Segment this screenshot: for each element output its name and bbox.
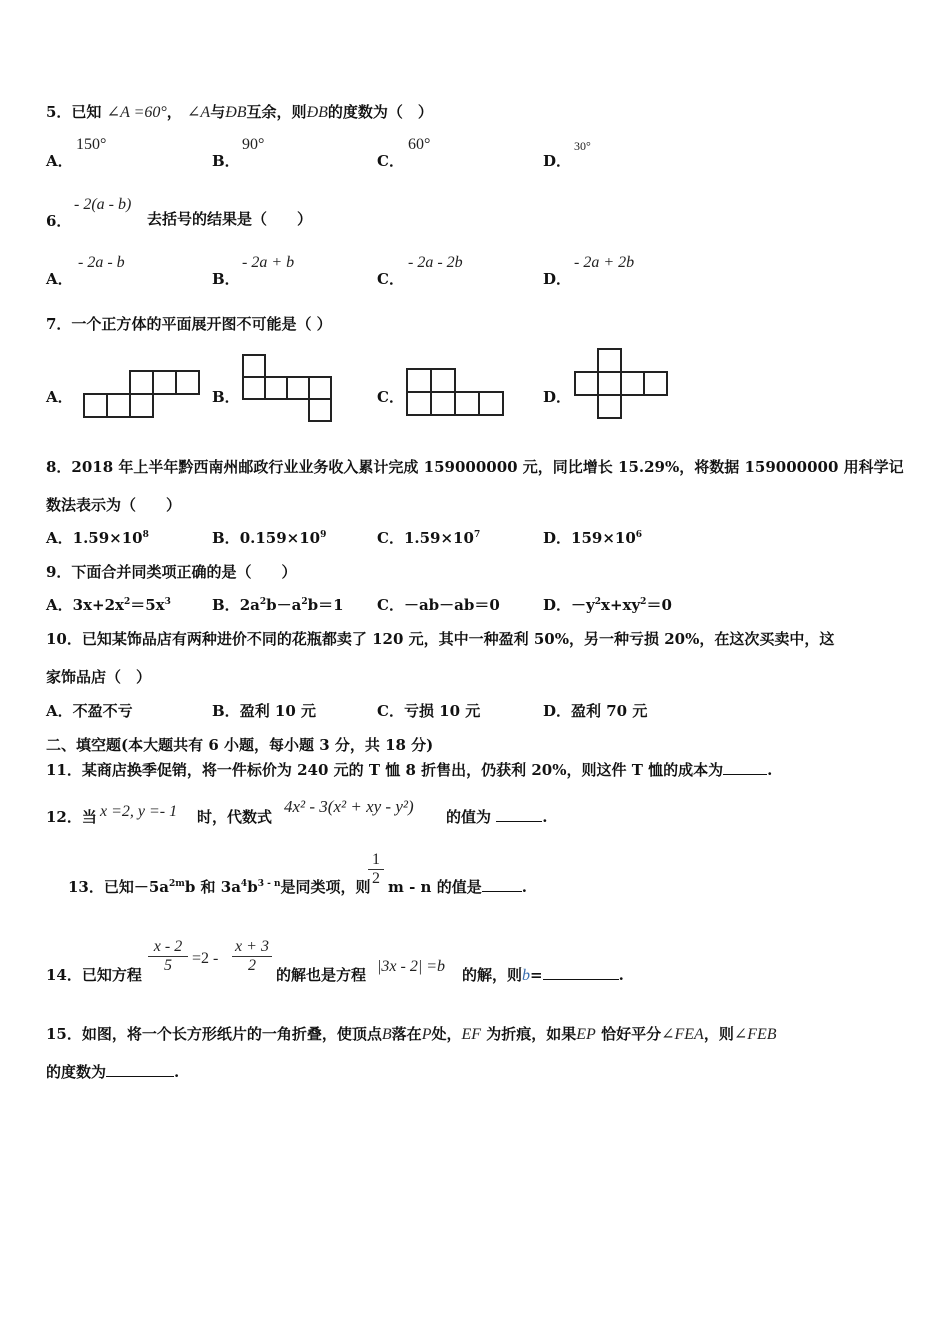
q10-option-a-value: 不盈不亏 xyxy=(72,702,133,720)
q9-d-part3: ＝0 xyxy=(646,596,672,614)
q5-option-c-value: 60° xyxy=(408,136,431,153)
q9-option-d xyxy=(543,594,672,615)
q14-frac2-numerator: x + 3 xyxy=(235,938,269,955)
q15-p4: 为折痕，如果 xyxy=(486,1025,577,1043)
q9-stem: 9．下面合并同类项正确的是（ ） xyxy=(46,563,297,581)
q5-option-d-value: 30° xyxy=(574,139,591,153)
q11-stem xyxy=(46,759,772,780)
q10-option-b-label: B． xyxy=(212,702,240,720)
q9-a-part2: ＝5x xyxy=(130,596,165,614)
q15-end: . xyxy=(174,1063,180,1081)
q10-option-d-label: D． xyxy=(543,702,572,720)
q14-abs-equation: |3x - 2| =b xyxy=(377,958,446,975)
q7-option-a-label: A． xyxy=(46,388,73,406)
q9-option-a xyxy=(46,594,171,615)
q6-option-a-value: - 2a - b xyxy=(78,254,125,271)
q8-option-c-exp: 7 xyxy=(473,530,481,540)
q9-b-part3: b＝1 xyxy=(307,596,344,614)
q13-fraction xyxy=(368,851,384,888)
q9-b-part2: b－a xyxy=(266,596,302,614)
q14-fraction-2 xyxy=(232,938,272,975)
q9-option-d-label: D． xyxy=(543,596,572,614)
cube-net-a-figure xyxy=(82,368,204,420)
q8-option-a-base: 1.59×10 xyxy=(72,529,143,547)
q14-frac1-numerator: x - 2 xyxy=(153,938,183,955)
q9-option-b-label: B． xyxy=(212,596,240,614)
q8-option-c-base: 1.59×10 xyxy=(403,529,474,547)
q15-p2: 落在 xyxy=(391,1025,422,1043)
q15-p3: 处， xyxy=(431,1025,462,1043)
q5-complement: 互余，则 xyxy=(246,103,307,121)
q12-suffix: 的值为 xyxy=(446,808,492,826)
q10-option-d-value: 盈利 70 元 xyxy=(571,702,648,720)
q13-suffix: 的值是 xyxy=(436,878,482,896)
q12-prefix: 12．当 xyxy=(46,808,97,826)
q9-b-sup2: 2 xyxy=(301,597,308,607)
q6-option-d-label: D． xyxy=(543,270,572,288)
q14-frac1-denominator: 5 xyxy=(148,956,188,975)
q9-b-part1: 2a xyxy=(239,596,260,614)
q12-tail xyxy=(446,806,547,827)
cube-net-d-figure xyxy=(572,347,670,421)
q13-sup1: 2m xyxy=(169,879,185,889)
q13-mid1: b 和 3a xyxy=(184,878,241,896)
q6-suffix: 去括号的结果是（ ） xyxy=(147,210,313,228)
q5-option-b-value: 90° xyxy=(242,136,265,153)
q13-frac-numerator: 1 xyxy=(372,851,380,868)
q15-math-angle-fea: ∠FEA xyxy=(661,1026,704,1043)
q13-stem-part2 xyxy=(388,876,527,897)
q9-a-sup1: 2 xyxy=(123,597,131,607)
q10-stem-line1: 10．已知某饰品店有两种进价不同的花瓶都卖了 120 元，其中一种盈利 50%，另一种亏损 20%，在这次买卖中，这 xyxy=(46,630,835,648)
q8-option-d-exp: 6 xyxy=(635,530,643,540)
q10-option-d xyxy=(543,700,647,721)
q8-option-d-base: 159×10 xyxy=(571,529,636,547)
q8-option-c xyxy=(377,527,480,548)
q15-math-p: P xyxy=(421,1026,432,1043)
q6-option-c-label: C． xyxy=(377,270,404,288)
q9-d-part1: －y xyxy=(571,596,595,614)
q9-a-part1: 3x+2x xyxy=(72,596,124,614)
q5-comma: ， xyxy=(166,103,182,121)
q14-var-b: b xyxy=(522,967,531,984)
q14-answer-blank[interactable] xyxy=(543,965,619,980)
q8-option-d xyxy=(543,527,642,548)
q8-option-b-base: 0.159×10 xyxy=(239,529,321,547)
q8-option-b-label: B． xyxy=(212,529,240,547)
q14-prefix: 14．已知方程 xyxy=(46,966,142,984)
q15-answer-blank[interactable] xyxy=(106,1062,174,1077)
q5-option-c-label: C． xyxy=(377,152,404,170)
q6-option-d-value: - 2a + 2b xyxy=(574,254,635,271)
q5-math-angle-b-2: ÐB xyxy=(306,104,328,121)
q8-option-a-exp: 8 xyxy=(142,530,149,540)
q15-line2: 的度数为 xyxy=(46,1063,107,1081)
q11-answer-blank[interactable] xyxy=(723,760,767,775)
question-5-stem xyxy=(46,101,433,122)
q13-frac-denominator: 2 xyxy=(368,869,384,888)
q8-option-b xyxy=(212,527,326,548)
q13-answer-blank[interactable] xyxy=(482,877,522,892)
q13-prefix: 13．已知－5a xyxy=(68,878,170,896)
q5-option-d-label: D． xyxy=(543,152,572,170)
cube-net-c-figure xyxy=(404,366,506,418)
q5-option-a-label: A． xyxy=(46,152,73,170)
q15-math-ef: EF xyxy=(461,1026,482,1043)
q8-option-b-exp: 9 xyxy=(320,530,327,540)
q9-option-a-label: A． xyxy=(46,596,73,614)
q9-option-c-label: C． xyxy=(377,596,404,614)
q10-option-a xyxy=(46,700,133,721)
q12-answer-blank[interactable] xyxy=(496,807,542,822)
q15-math-b: B xyxy=(381,1026,392,1043)
q15-p6: ，则 xyxy=(703,1025,734,1043)
cube-net-b-figure xyxy=(238,352,334,422)
q15-stem-line2 xyxy=(46,1061,179,1082)
q14-end: . xyxy=(618,966,624,984)
q10-option-c xyxy=(377,700,480,721)
q6-option-b-value: - 2a + b xyxy=(242,254,295,271)
q9-c-part1: －ab－ab＝0 xyxy=(403,596,500,614)
q14-eq-middle: =2 - xyxy=(192,950,219,967)
q15-p1: 15．如图，将一个长方形纸片的一角折叠，使顶点 xyxy=(46,1025,382,1043)
q9-option-b xyxy=(212,594,344,615)
q8-stem-line1: 8．2018 年上半年黔西南州邮政行业业务收入累计完成 159000000 元，同比增长 15.29%，将数据 159000000 用科学记 xyxy=(46,458,904,476)
q14-tail xyxy=(462,964,624,985)
q5-math-angle-a-2: ∠A xyxy=(187,104,211,121)
q6-expr: - 2(a - b) xyxy=(74,196,132,213)
q6-option-b-label: B． xyxy=(212,270,240,288)
q7-option-c-label: C． xyxy=(377,388,404,406)
q8-option-a-label: A． xyxy=(46,529,73,547)
q9-b-sup1: 2 xyxy=(259,597,267,607)
q12-expression: 4x² - 3(x² + xy - y²) xyxy=(284,797,414,816)
q5-option-b-label: B． xyxy=(212,152,240,170)
q12-end: . xyxy=(542,808,548,826)
q8-option-a xyxy=(46,527,149,548)
q13-end: . xyxy=(521,878,527,896)
q5-with: 与 xyxy=(210,103,226,121)
section-2-heading: 二、填空题(本大题共有 6 小题，每小题 3 分，共 18 分) xyxy=(46,736,434,754)
q9-option-c xyxy=(377,594,500,615)
q15-math-angle-feb: ∠FEB xyxy=(733,1026,777,1043)
q9-d-sup2: 2 xyxy=(640,597,647,607)
q15-stem-line1 xyxy=(46,1023,777,1044)
q7-option-b-label: B． xyxy=(212,388,240,406)
q13-sup2: 4 xyxy=(240,879,248,889)
q6-option-a-label: A． xyxy=(46,270,73,288)
q9-d-sup1: 2 xyxy=(594,597,601,607)
q15-p5: 恰好平分 xyxy=(601,1025,662,1043)
q15-math-ep: EP xyxy=(576,1026,596,1043)
q8-stem-line2: 数法表示为（ ） xyxy=(46,496,182,514)
q14-fraction-1 xyxy=(148,938,188,975)
q5-suffix: 的度数为（ ） xyxy=(327,103,433,121)
q10-option-c-value: 亏损 10 元 xyxy=(403,702,481,720)
q11-end: . xyxy=(767,761,773,779)
q10-option-a-label: A． xyxy=(46,702,73,720)
q7-stem: 7．一个正方体的平面展开图不可能是（ ） xyxy=(46,315,332,333)
q8-option-d-label: D． xyxy=(543,529,572,547)
q13-mid3: 是同类项，则 xyxy=(280,878,371,896)
q6-option-c-value: - 2a - 2b xyxy=(408,254,463,271)
q12-condition: x =2, y =- 1 xyxy=(100,803,178,820)
q14-frac2-denominator: 2 xyxy=(232,956,272,975)
q5-math-angle-b: ÐB xyxy=(225,104,247,121)
q10-option-b xyxy=(212,700,316,721)
q10-option-c-label: C． xyxy=(377,702,404,720)
q5-option-a-value: 150° xyxy=(76,136,107,153)
q7-option-d-label: D． xyxy=(543,388,572,406)
q14-mid2: 的解，则 xyxy=(462,966,523,984)
q10-option-b-value: 盈利 10 元 xyxy=(239,702,317,720)
q14-mid: 的解也是方程 xyxy=(276,966,367,984)
q13-stem-part1 xyxy=(68,876,371,897)
q13-mid2: b xyxy=(247,878,258,896)
q13-sup3: 3 - n xyxy=(257,879,281,889)
q9-d-part2: x+xy xyxy=(601,596,641,614)
q5-math-angle-a: ∠A =60° xyxy=(106,104,167,121)
q12-mid: 时，代数式 xyxy=(197,808,273,826)
q8-option-c-label: C． xyxy=(377,529,404,547)
q9-a-sup2: 3 xyxy=(164,597,171,607)
q14-equals: = xyxy=(530,966,543,984)
q11-text: 11．某商店换季促销，将一件标价为 240 元的 T 恤 8 折售出，仍获利 20%，则这件 T 恤的成本为 xyxy=(46,761,724,779)
q6-number: 6． xyxy=(46,212,72,230)
q13-expr: m - n xyxy=(388,878,432,896)
q5-prefix: 5．已知 xyxy=(46,103,102,121)
q10-stem-line2: 家饰品店（ ） xyxy=(46,668,152,686)
